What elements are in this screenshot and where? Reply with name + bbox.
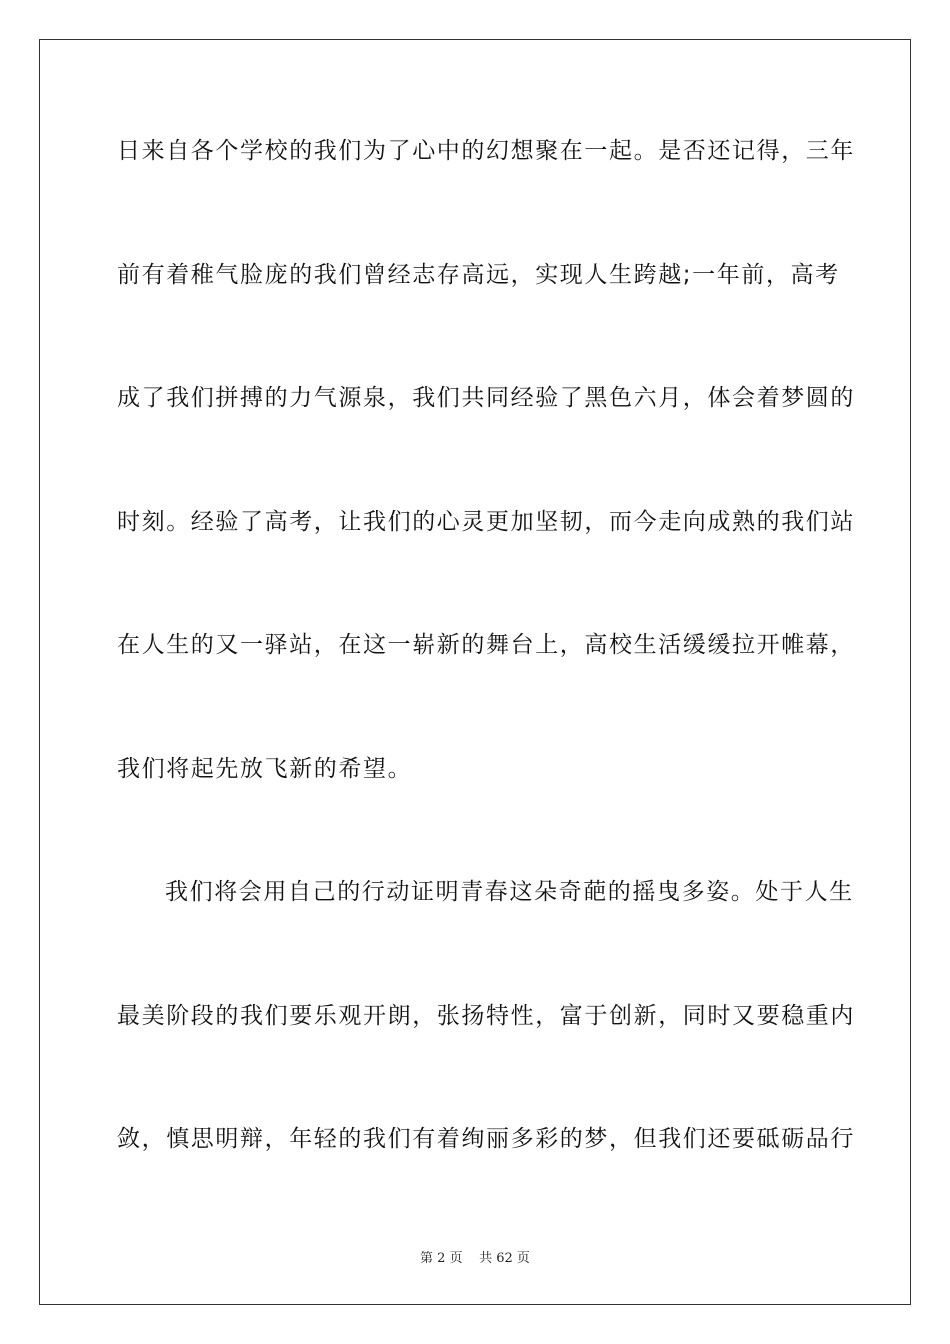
page-number: 第 2 页 xyxy=(420,1251,463,1266)
text-line-2: 前有着稚气脸庞的我们曾经志存高远，实现人生跨越;一年前，高考 xyxy=(117,262,840,288)
page-border xyxy=(39,39,911,1305)
text-line-4: 时刻。经验了高考，让我们的心灵更加坚韧，而今走向成熟的我们站 xyxy=(117,509,855,535)
text-line-7: 我们将会用自己的行动证明青春这朵奇葩的摇曳多姿。处于人生 xyxy=(165,879,854,905)
page-footer xyxy=(0,1247,950,1266)
total-pages: 共 62 页 xyxy=(479,1251,530,1266)
text-line-1: 日来自各个学校的我们为了心中的幻想聚在一起。是否还记得，三年 xyxy=(117,138,855,164)
text-line-8: 最美阶段的我们要乐观开朗，张扬特性，富于创新，同时又要稳重内 xyxy=(117,1003,855,1029)
text-line-5: 在人生的又一驿站，在这一崭新的舞台上，高校生活缓缓拉开帷幕， xyxy=(117,632,855,658)
text-line-3: 成了我们拼搏的力气源泉，我们共同经验了黑色六月，体会着梦圆的 xyxy=(117,385,855,411)
text-line-6: 我们将起先放飞新的希望。 xyxy=(117,756,413,782)
text-line-9: 敛，慎思明辩，年轻的我们有着绚丽多彩的梦，但我们还要砥砺品行 xyxy=(117,1126,855,1152)
